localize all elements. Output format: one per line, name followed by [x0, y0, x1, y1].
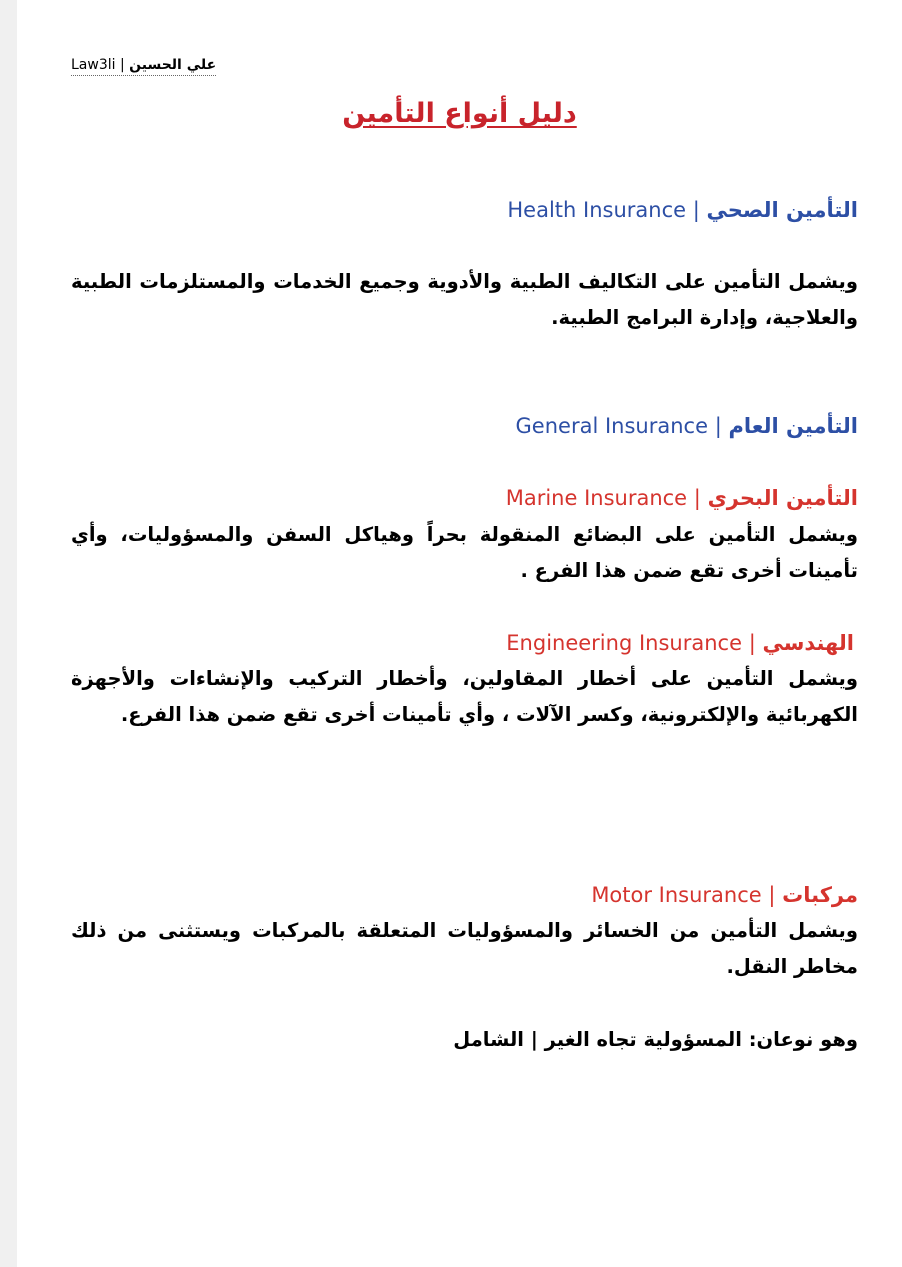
- engineering-insurance-heading: [506, 628, 854, 658]
- health-heading-ar: التأمين الصحي: [706, 198, 858, 222]
- motor-heading-en: Motor Insurance: [591, 883, 762, 907]
- author-separator: |: [119, 57, 125, 73]
- motor-heading-sep: |: [768, 883, 776, 907]
- motor-insurance-heading: [591, 880, 858, 910]
- general-insurance-heading: [516, 411, 858, 441]
- general-heading-en: General Insurance: [515, 414, 708, 438]
- marine-heading-sep: |: [693, 486, 701, 510]
- health-insurance-heading: [507, 195, 858, 225]
- general-heading-ar: التأمين العام: [728, 414, 858, 438]
- engineering-heading-en: Engineering Insurance: [506, 631, 742, 655]
- motor-insurance-body: ويشمل التأمين من الخسائر والمسؤوليات المتعلقة بالمركبات ويستثنى من ذلك مخاطر النقل.: [71, 919, 858, 978]
- author-handle: Law3li: [71, 57, 116, 73]
- motor-heading-ar: مركبات: [782, 883, 858, 907]
- author-credit: [71, 55, 216, 76]
- marine-heading-ar: التأمين البحري: [707, 486, 858, 510]
- marine-insurance-body: ويشمل التأمين على البضائع المنقولة بحراً وهياكل السفن والمسؤوليات، وأي تأمينات أخرى تقع ضمن هذا الفرع .: [71, 523, 858, 582]
- document-title: دليل أنواع التأمين: [342, 98, 577, 129]
- marine-insurance-heading: [506, 483, 858, 513]
- general-heading-sep: |: [714, 414, 722, 438]
- health-heading-sep: |: [692, 198, 700, 222]
- marine-heading-en: Marine Insurance: [505, 486, 688, 510]
- engineering-insurance-body: ويشمل التأمين على أخطار المقاولين، وأخطار التركيب والإنشاءات والأجهزة الكهربائية والإلكترونية، وكسر الآلات ، وأي تأمينات أخرى تقع ضمن هذا الفرع.: [71, 667, 858, 726]
- document-page: [17, 0, 902, 1267]
- motor-insurance-types: وهو نوعان: المسؤولية تجاه الغير | الشامل: [453, 1028, 858, 1051]
- author-name: علي الحسين: [129, 57, 217, 73]
- engineering-heading-ar: الهندسي: [762, 631, 854, 655]
- health-insurance-body: ويشمل التأمين على التكاليف الطبية والأدوية وجميع الخدمات والمستلزمات الطبية والعلاجية، وإدارة البرامج الطبية.: [71, 270, 858, 329]
- engineering-heading-sep: |: [748, 631, 756, 655]
- health-heading-en: Health Insurance: [507, 198, 687, 222]
